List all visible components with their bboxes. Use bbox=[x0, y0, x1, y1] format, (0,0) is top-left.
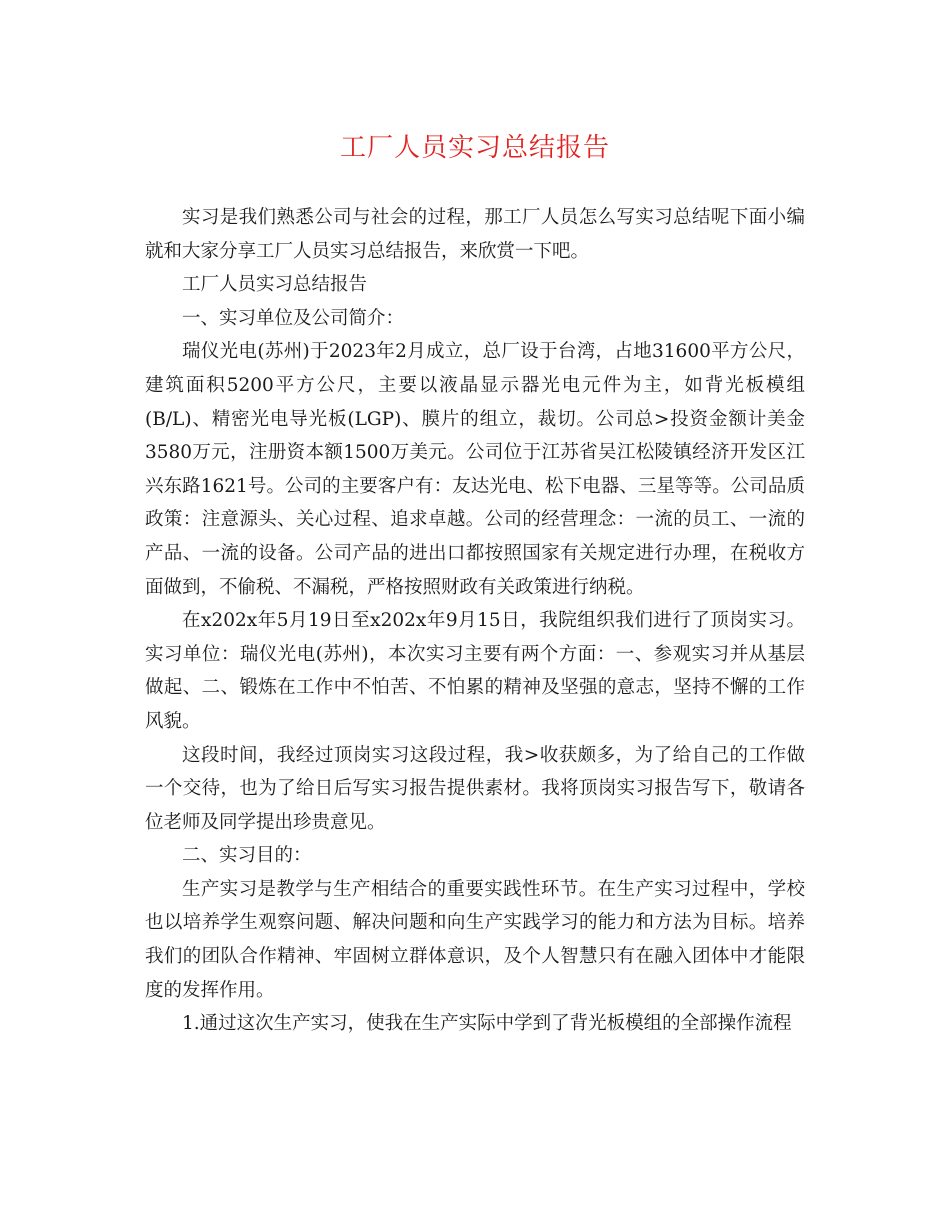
paragraph-reflection: 这段时间，我经过顶岗实习这段过程，我>收获颇多，为了给自己的工作做一个交待，也为了给日后写实习报告提供素材。我将顶岗实习报告写下，敬请各位老师及同学提出珍贵意见。 bbox=[145, 744, 805, 833]
document-body bbox=[145, 201, 805, 1041]
paragraph-subtitle: 工厂人员实习总结报告 bbox=[182, 274, 368, 296]
paragraph-internship-period: 在x202x年5月19日至x202x年9月15日，我院组织我们进行了顶岗实习。实习单位：瑞仪光电(苏州)，本次实习主要有两个方面：一、参观实习并从基层做起、二、锻炼在工作中不怕苦、不怕累的精神及坚强的意志，坚持不懈的工作风貌。 bbox=[145, 610, 805, 732]
document-title: 工厂人员实习总结报告 bbox=[339, 133, 610, 163]
paragraph-purpose: 生产实习是教学与生产相结合的重要实践性环节。在生产实习过程中，学校也以培养学生观察问题、解决问题和向生产实践学习的能力和方法为目标。培养我们的团队合作精神、牢固树立群体意识，及个人智慧只有在融入团体中才能限度的发挥作用。 bbox=[145, 878, 805, 1001]
paragraph-point-1: 1.通过这次生产实习，使我在生产实际中学到了背光板模组的全部操作流程 bbox=[182, 1013, 792, 1035]
paragraph-intro: 实习是我们熟悉公司与社会的过程，那工厂人员怎么写实习总结呢下面小编就和大家分享工厂人员实习总结报告，来欣赏一下吧。 bbox=[145, 207, 805, 262]
paragraph-company-profile: 瑞仪光电(苏州)于2023年2月成立，总厂设于台湾，占地31600平方公尺，建筑面积5200平方公尺，主要以液晶显示器光电元件为主，如背光板模组(B/L)、精密光电导光板(LGP)、膜片的组立，裁切。公司总>投资金额计美金3580万元，注册资本额1500万美元。公司位于江苏省吴江松陵镇经济开发区江兴东路1621号。公司的主要客户有：友达光电、松下电器、三星等等。公司品质政策：注意源头、关心过程、追求卓越。公司的经营理念：一流的员工、一流的产品、一流的设备。公司产品的进出口都按照国家有关规定进行办理，在税收方面做到，不偷税、不漏税，严格按照财政有关政策进行纳税。 bbox=[145, 341, 805, 598]
section-heading-purpose: 二、实习目的： bbox=[182, 845, 312, 867]
section-heading-company: 一、实习单位及公司简介： bbox=[182, 307, 405, 329]
